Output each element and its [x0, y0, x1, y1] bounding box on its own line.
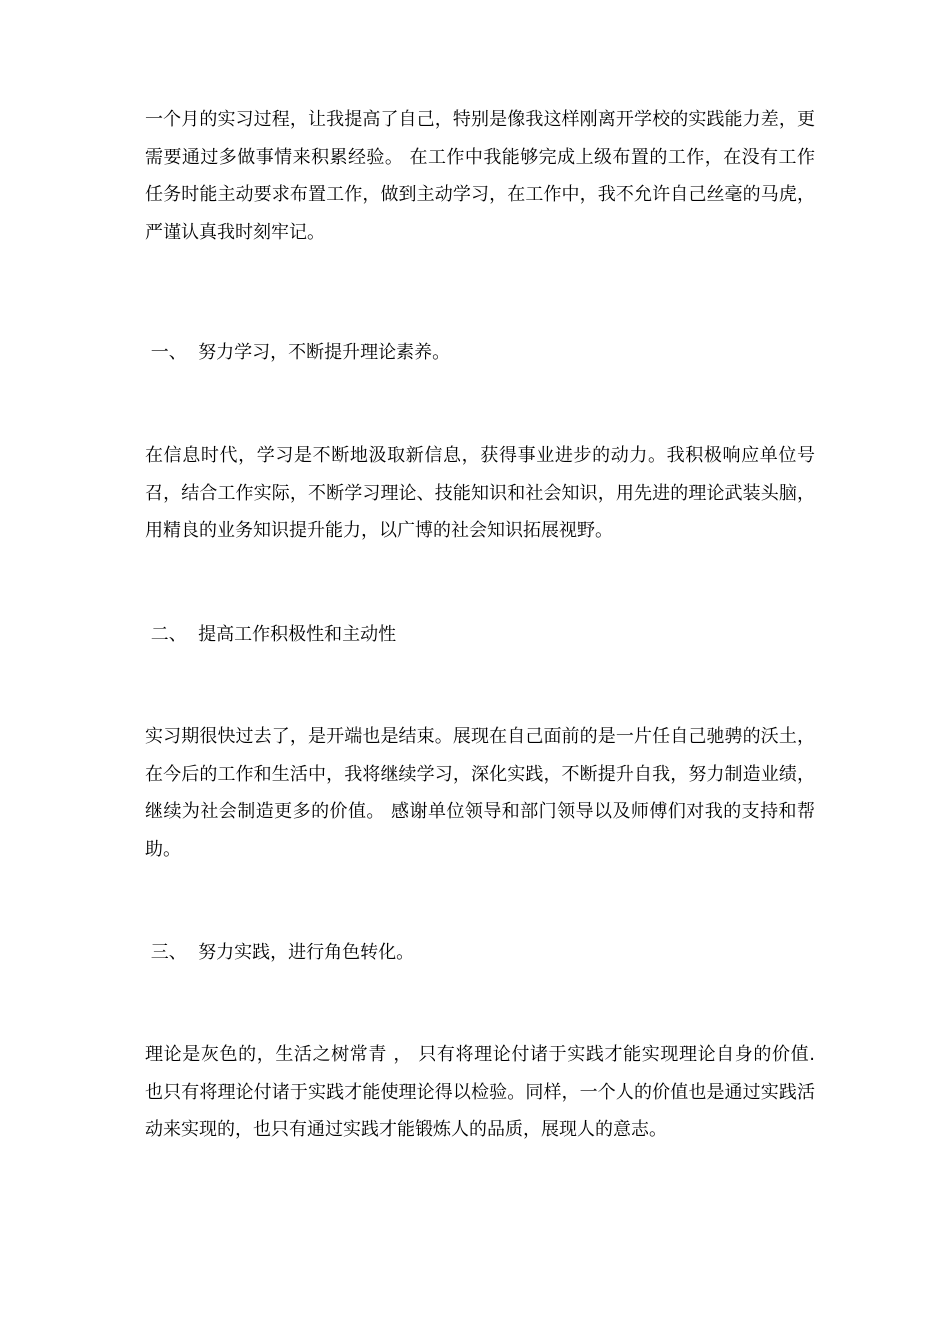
- section-heading-1: 一、 努力学习，不断提升理论素养。: [145, 342, 451, 363]
- paragraph-internship-summary: 一个月的实习过程，让我提高了自己，特别是像我这样刚离开学校的实践能力差，更需要通过多做事情来积累经验。 在工作中我能够完成上级布置的工作，在没有工作任务时能主动要求布置工作，做到主动学习，在工作中，我不允许自己丝毫的马虎，严谨认真我时刻牢记。: [145, 109, 815, 243]
- paragraph-practice: 理论是灰色的，生活之树常青 ， 只有将理论付诸于实践才能实现理论自身的价值. 也只有将理论付诸于实践才能使理论得以检验。同样，一个人的价值也是通过实践活动来实现的，也只有通过实践才能锻炼人的品质，展现人的意志。: [145, 1044, 815, 1140]
- paragraph-study: 在信息时代，学习是不断地汲取新信息，获得事业进步的动力。我积极响应单位号召，结合工作实际，不断学习理论、技能知识和社会知识，用先进的理论武装头脑，用精良的业务知识提升能力，以广博的社会知识拓展视野。: [145, 445, 815, 541]
- paragraph-initiative: 实习期很快过去了，是开端也是结束。展现在自己面前的是一片任自己驰骋的沃土，在今后的工作和生活中，我将继续学习，深化实践，不断提升自我，努力制造业绩，继续为社会制造更多的价值。 感谢单位领导和部门领导以及师傅们对我的支持和帮助。: [145, 726, 815, 860]
- section-heading-2: 二、 提高工作积极性和主动性: [145, 624, 397, 645]
- section-heading-3: 三、 努力实践，进行角色转化。: [145, 942, 415, 963]
